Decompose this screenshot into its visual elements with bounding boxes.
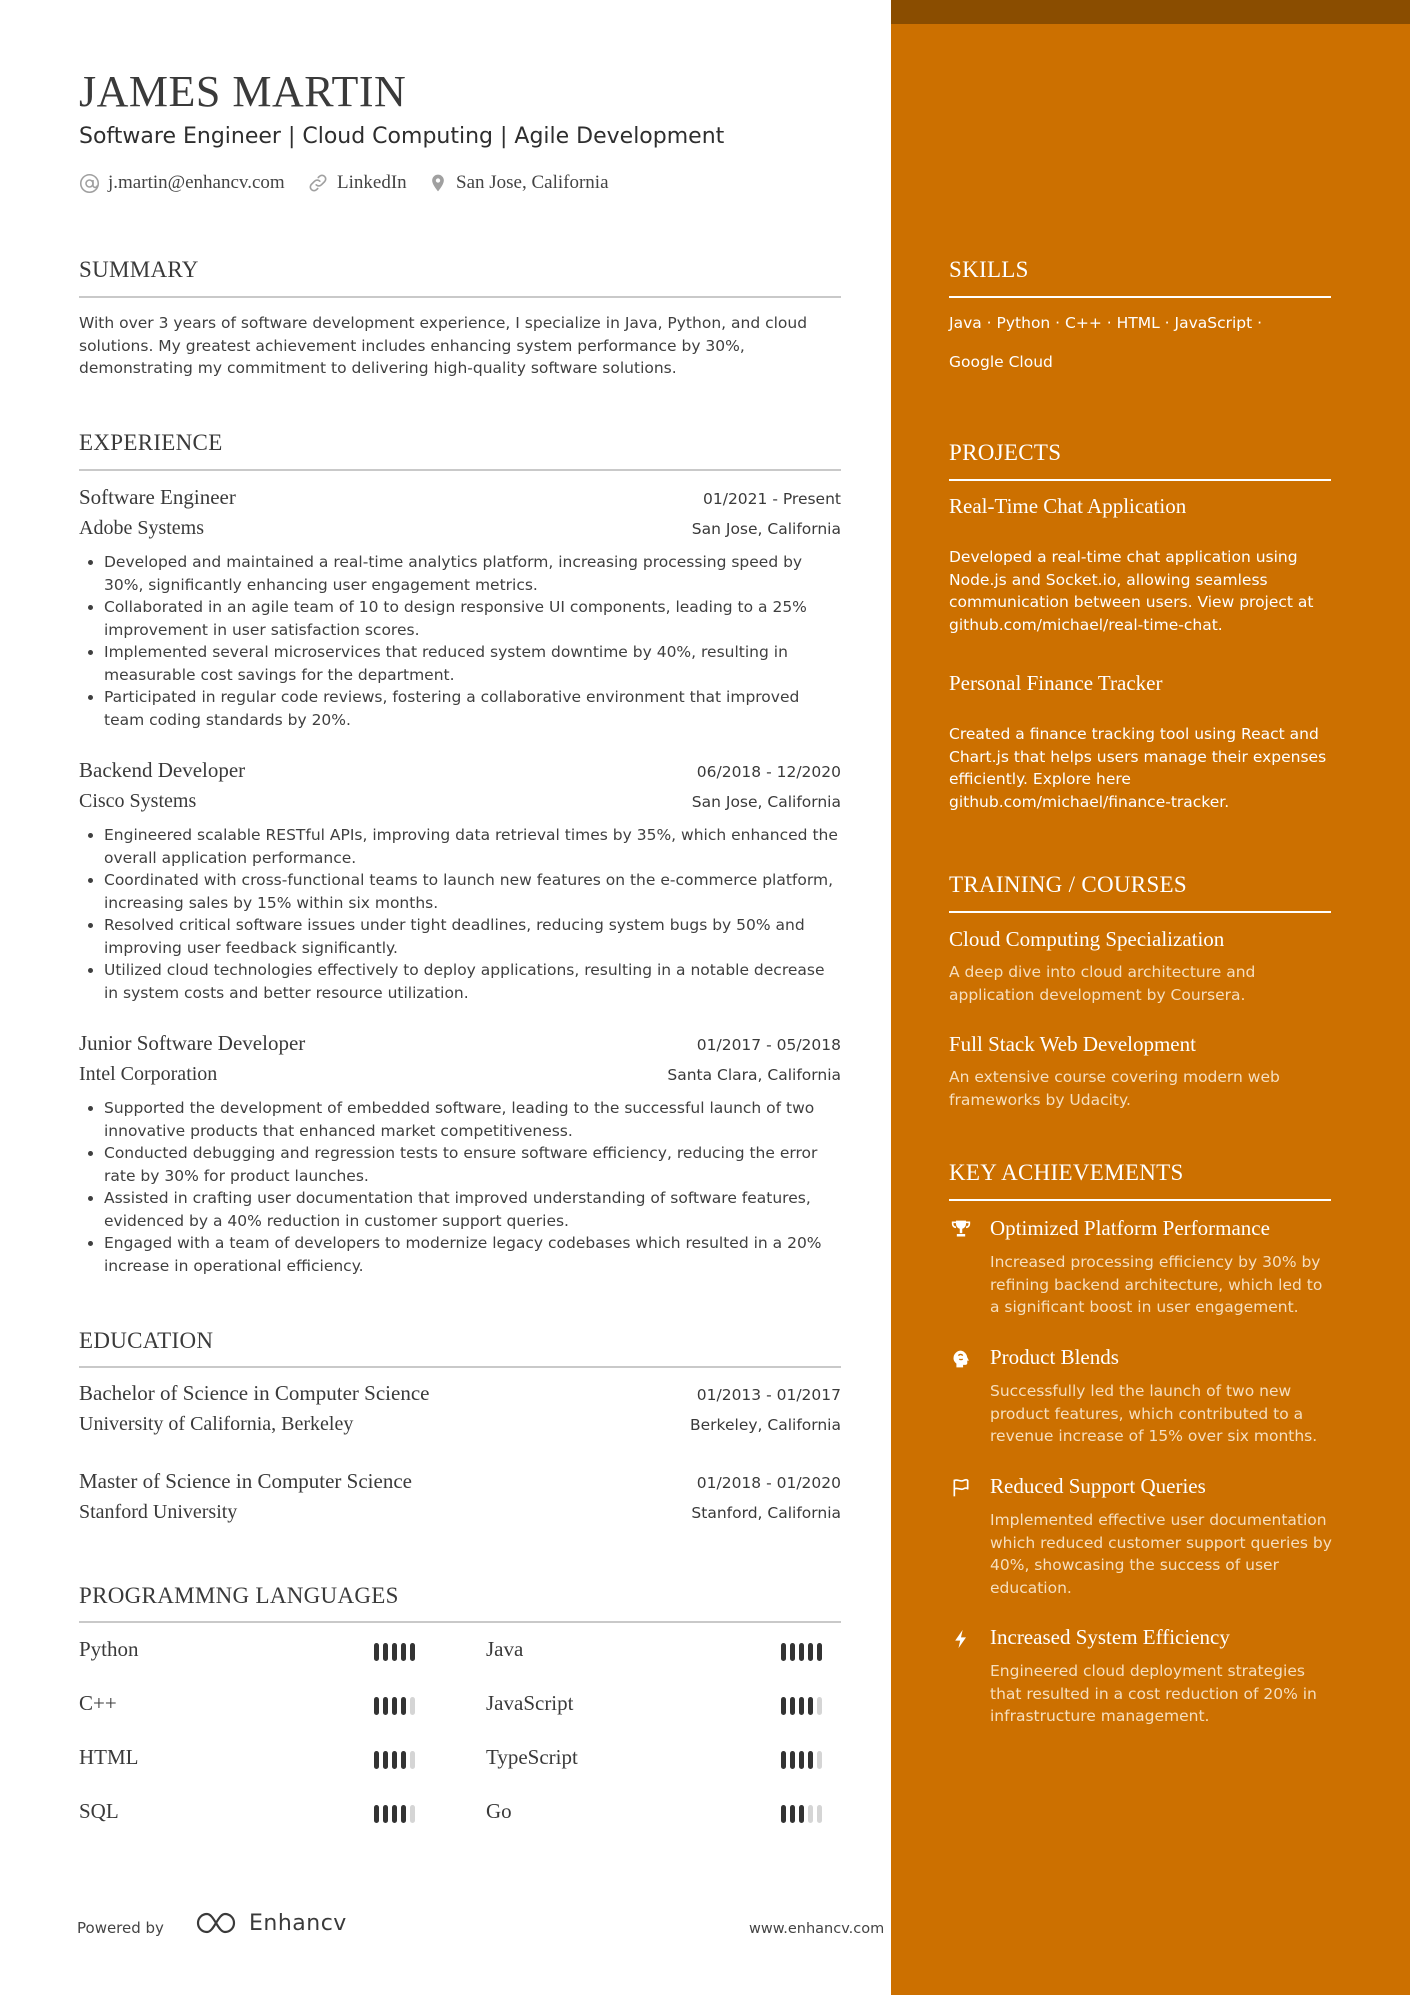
email-text: j.martin@enhancv.com (108, 172, 285, 193)
job-company: Cisco Systems (79, 790, 197, 812)
job-bullet: • Implemented several microservices that reduced system downtime by 40%, resulting in measurable cost savings for the department. (104, 641, 841, 686)
language-level-indicator (781, 1697, 822, 1715)
level-dot (374, 1643, 379, 1661)
job-bullets (79, 551, 841, 731)
education-heading: EDUCATION (79, 1328, 214, 1353)
level-dot (410, 1697, 415, 1715)
job-dates: 01/2021 - Present (703, 490, 841, 508)
achievement-text: Increased processing efficiency by 30% by refining backend architecture, which led to a significant boost in user engagement. (990, 1253, 1323, 1316)
job-role: Software Engineer (79, 485, 236, 509)
level-dot (392, 1805, 397, 1823)
level-dot (817, 1751, 822, 1769)
education-location: Berkeley, California (690, 1416, 841, 1434)
enhancv-logo[interactable] (195, 1910, 347, 1936)
job-bullets (79, 824, 841, 1004)
language-level-indicator (374, 1805, 415, 1823)
course-text: A deep dive into cloud architecture and application development by Coursera. (949, 963, 1256, 1004)
level-dot (410, 1751, 415, 1769)
job-company: Adobe Systems (79, 517, 204, 539)
location-pin-icon (428, 172, 448, 194)
level-dot (790, 1697, 795, 1715)
contact-email[interactable] (79, 170, 285, 196)
project-text: Created a finance tracking tool using React and Chart.js that helps users manage their expenses efficiently. Explore here github.com/michael/finance-tracker. (949, 725, 1327, 811)
achievement-title: Optimized Platform Performance (990, 1216, 1270, 1240)
experience-heading: EXPERIENCE (79, 430, 223, 455)
experience-item (79, 1031, 841, 1277)
school: University of California, Berkeley (79, 1413, 354, 1435)
level-dot (799, 1643, 804, 1661)
website-link[interactable]: www.enhancv.com (749, 1921, 885, 1937)
course-text: An extensive course covering modern web frameworks by Udacity. (949, 1068, 1280, 1109)
level-dot (401, 1751, 406, 1769)
level-dot (799, 1805, 804, 1823)
level-dot (383, 1697, 388, 1715)
contact-linkedin[interactable] (307, 170, 407, 196)
degree: Master of Science in Computer Science (79, 1469, 412, 1493)
education-location: Stanford, California (691, 1504, 841, 1522)
language-level-indicator (374, 1643, 415, 1661)
language-level-indicator (781, 1643, 822, 1661)
job-bullet: • Conducted debugging and regression tests to ensure software efficiency, reducing the error rate by 30% for product launches. (104, 1142, 841, 1187)
level-dot (808, 1697, 813, 1715)
training-divider (949, 911, 1331, 913)
level-dot (817, 1697, 822, 1715)
level-dot (410, 1643, 415, 1661)
level-dot (808, 1805, 813, 1823)
level-dot (817, 1643, 822, 1661)
education-item (79, 1381, 841, 1443)
contact-location (428, 170, 609, 196)
language-level-indicator (374, 1751, 415, 1769)
projects-divider (949, 479, 1331, 481)
brain-icon (951, 1349, 971, 1369)
language-name: Go (486, 1799, 512, 1823)
language-name: Java (486, 1637, 524, 1661)
language-name: JavaScript (486, 1691, 574, 1715)
achievement-text: Engineered cloud deployment strategies that resulted in a cost reduction of 20% in infrastructure management. (990, 1662, 1317, 1725)
job-bullets (79, 1097, 841, 1277)
level-dot (781, 1805, 786, 1823)
achievement-title: Increased System Efficiency (990, 1625, 1230, 1649)
achievement-title: Product Blends (990, 1345, 1119, 1369)
job-bullet: • Coordinated with cross-functional teams to launch new features on the e-commerce platform, increasing sales by 15% within six months. (104, 869, 841, 914)
level-dot (392, 1697, 397, 1715)
course-title: Cloud Computing Specialization (949, 927, 1225, 951)
language-name: C++ (79, 1691, 117, 1715)
school: Stanford University (79, 1501, 238, 1523)
level-dot (401, 1697, 406, 1715)
skills-line: Google Cloud (949, 353, 1053, 371)
job-bullet: • Utilized cloud technologies effectively to deploy applications, resulting in a notable decrease in system costs and better resource utilization. (104, 959, 841, 1004)
project-title: Real-Time Chat Application (949, 494, 1187, 518)
skills-line: Java · Python · C++ · HTML · JavaScript · (949, 314, 1263, 332)
job-bullet: • Resolved critical software issues under tight deadlines, reducing system bugs by 50% and improving user feedback significantly. (104, 914, 841, 959)
education-divider (79, 1366, 841, 1368)
level-dot (383, 1751, 388, 1769)
achievement-text: Successfully led the launch of two new product features, which contributed to a revenue increase of 15% over six months. (990, 1382, 1318, 1445)
level-dot (781, 1697, 786, 1715)
level-dot (790, 1643, 795, 1661)
sidebar-top-bar (891, 0, 1410, 24)
training-heading: TRAINING / COURSES (949, 872, 1187, 897)
candidate-name: JAMES MARTIN (79, 67, 407, 116)
job-bullet: • Engaged with a team of developers to modernize legacy codebases which resulted in a 20% increase in operational efficiency. (104, 1232, 841, 1277)
job-company: Intel Corporation (79, 1063, 218, 1085)
job-role: Junior Software Developer (79, 1031, 306, 1055)
enhancv-brand: Enhancv (249, 1910, 347, 1936)
degree: Bachelor of Science in Computer Science (79, 1381, 430, 1405)
lightning-icon (951, 1629, 971, 1649)
education-dates: 01/2018 - 01/2020 (696, 1474, 841, 1492)
achievements-heading: KEY ACHIEVEMENTS (949, 1160, 1184, 1185)
at-icon (79, 173, 100, 194)
skills-divider (949, 296, 1331, 298)
language-name: HTML (79, 1745, 139, 1769)
achievement-text: Implemented effective user documentation which reduced customer support queries by 40%, showcasing the success of user education. (990, 1511, 1332, 1597)
job-bullet: • Participated in regular code reviews, fostering a collaborative environment that improved team coding standards by 20%. (104, 686, 841, 731)
powered-by-label: Powered by (77, 1919, 164, 1937)
experience-item (79, 485, 841, 731)
level-dot (781, 1643, 786, 1661)
level-dot (401, 1643, 406, 1661)
level-dot (781, 1751, 786, 1769)
trophy-icon (951, 1219, 971, 1239)
projects-heading: PROJECTS (949, 440, 1062, 465)
languages-heading: PROGRAMMNG LANGUAGES (79, 1583, 399, 1608)
level-dot (790, 1751, 795, 1769)
level-dot (401, 1805, 406, 1823)
level-dot (392, 1643, 397, 1661)
level-dot (383, 1643, 388, 1661)
level-dot (808, 1643, 813, 1661)
job-bullet: • Engineered scalable RESTful APIs, improving data retrieval times by 35%, which enhanced the overall application performance. (104, 824, 841, 869)
job-location: San Jose, California (691, 520, 841, 538)
level-dot (392, 1751, 397, 1769)
job-location: San Jose, California (691, 793, 841, 811)
achievements-divider (949, 1199, 1331, 1201)
linkedin-text: LinkedIn (337, 172, 407, 193)
level-dot (374, 1751, 379, 1769)
education-item (79, 1469, 841, 1531)
achievement-title: Reduced Support Queries (990, 1474, 1206, 1498)
level-dot (790, 1805, 795, 1823)
language-level-indicator (781, 1751, 822, 1769)
enhancv-logo-icon (195, 1910, 241, 1936)
language-level-indicator (781, 1805, 822, 1823)
level-dot (374, 1805, 379, 1823)
skills-heading: SKILLS (949, 257, 1029, 282)
job-bullet: • Supported the development of embedded software, leading to the successful launch of two innovative products that enhanced market competitiveness. (104, 1097, 841, 1142)
level-dot (808, 1751, 813, 1769)
job-dates: 01/2017 - 05/2018 (696, 1036, 841, 1054)
languages-divider (79, 1621, 841, 1623)
language-name: SQL (79, 1799, 119, 1823)
summary-heading: SUMMARY (79, 257, 199, 282)
level-dot (817, 1805, 822, 1823)
education-dates: 01/2013 - 01/2017 (696, 1386, 841, 1404)
level-dot (799, 1697, 804, 1715)
summary-divider (79, 296, 841, 298)
job-location: Santa Clara, California (667, 1066, 841, 1084)
link-icon (307, 172, 329, 194)
job-title: Software Engineer | Cloud Computing | Agile Development (79, 124, 725, 149)
language-name: TypeScript (486, 1745, 578, 1769)
job-bullet: • Assisted in crafting user documentation that improved understanding of software features, evidenced by a 40% reduction in customer support queries. (104, 1187, 841, 1232)
level-dot (410, 1805, 415, 1823)
summary-text: With over 3 years of software development experience, I specialize in Java, Python, and cloud solutions. My greatest achievement includes enhancing system performance by 30%, demonstrating my commitment to delivering high-quality software solutions. (79, 314, 808, 377)
level-dot (799, 1751, 804, 1769)
job-dates: 06/2018 - 12/2020 (696, 763, 841, 781)
job-bullet: • Collaborated in an agile team of 10 to design responsive UI components, leading to a 25% improvement in user satisfaction scores. (104, 596, 841, 641)
language-level-indicator (374, 1697, 415, 1715)
location-text: San Jose, California (456, 172, 609, 193)
language-name: Python (79, 1637, 139, 1661)
job-role: Backend Developer (79, 758, 246, 782)
project-text: Developed a real-time chat application using Node.js and Socket.io, allowing seamless communication between users. View project at github.com/michael/real-time-chat. (949, 548, 1314, 634)
level-dot (374, 1697, 379, 1715)
experience-item (79, 758, 841, 1004)
project-title: Personal Finance Tracker (949, 671, 1163, 695)
level-dot (383, 1805, 388, 1823)
flag-icon (951, 1478, 971, 1498)
course-title: Full Stack Web Development (949, 1032, 1196, 1056)
job-bullet: • Developed and maintained a real-time analytics platform, increasing processing speed by 30%, significantly enhancing user engagement metrics. (104, 551, 841, 596)
experience-divider (79, 469, 841, 471)
